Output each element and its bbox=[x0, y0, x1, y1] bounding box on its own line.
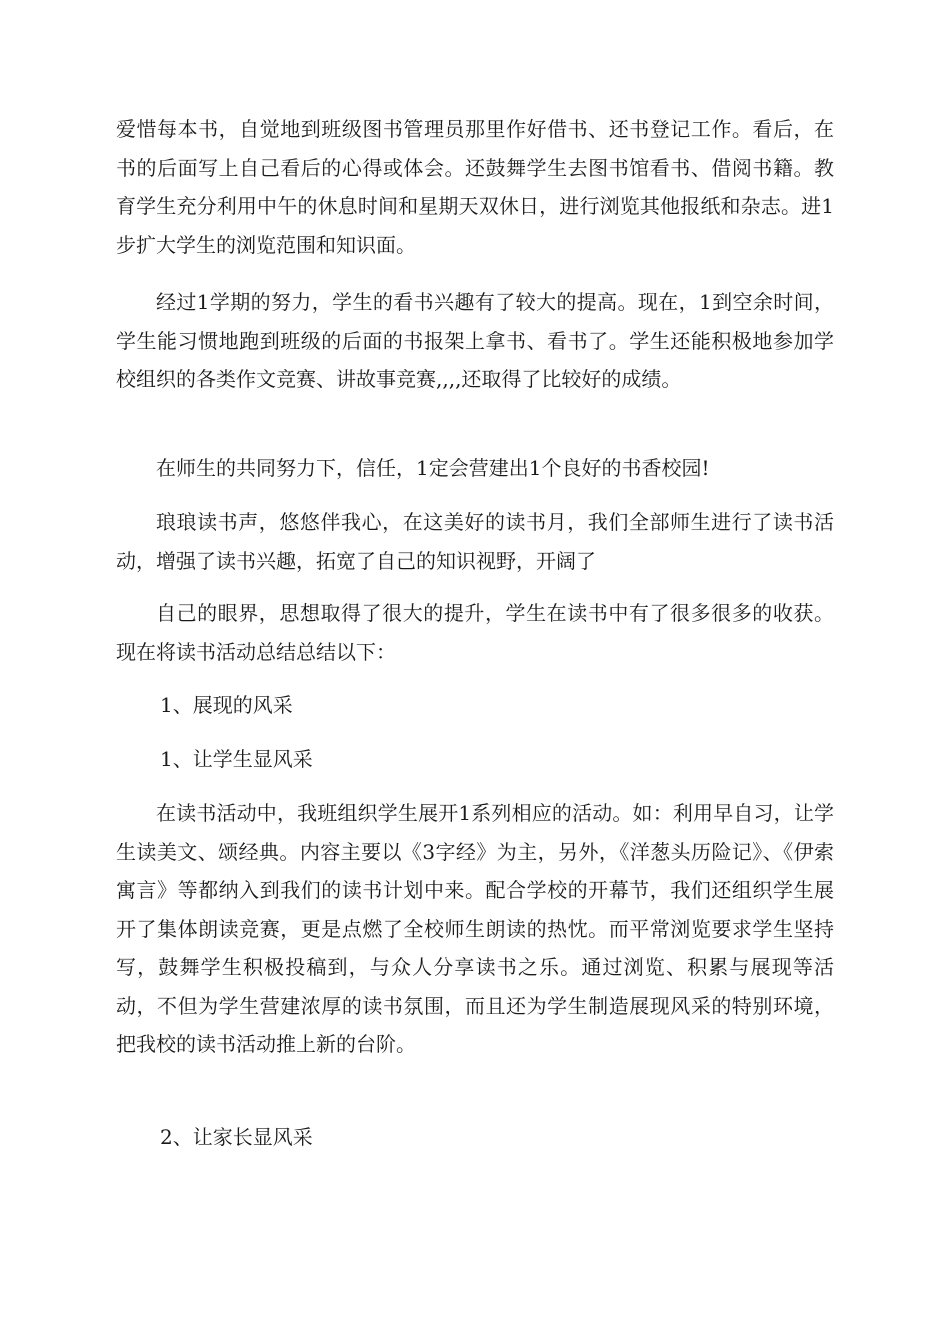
section-heading-showcase: 1、展现的风采 bbox=[160, 693, 293, 717]
paragraph-class-activities: 在读书活动中，我班组织学生展开1系列相应的活动。如：利用早自习，让学生读美文、颂经典。内容主要以《3字经》为主，另外，《洋葱头历险记》、《伊索寓言》等都纳入到我们的读书计划中来。配合学校的开幕节，我们还组织学生展开了集体朗读竞赛，更是点燃了全校师生朗读的热忱。而平常浏览要求学生坚持写，鼓舞学生积极投稿到，与众人分享读书之乐。通过浏览、积累与展现等活动，不但为学生营建浓厚的读书氛围，而且还为学生制造展现风采的特别环境，把我校的读书活动推上新的台阶。 bbox=[116, 801, 834, 1056]
paragraph-reading-interest: 经过1学期的努力，学生的看书兴趣有了较大的提高。现在，1到空余时间，学生能习惯地跑到班级的后面的书报架上拿书、看书了。学生还能积极地参加学校组织的各类作文竞赛、讲故事竞赛,,,,还取得了比较好的成绩。 bbox=[116, 290, 834, 391]
subheading-students-showcase: 1、让学生显风采 bbox=[160, 747, 313, 771]
paragraph-summary-intro: 自己的眼界，思想取得了很大的提升，学生在读书中有了很多很多的收获。现在将读书活动总结总结以下： bbox=[116, 601, 834, 664]
paragraph-borrowing-books: 爱惜每本书，自觉地到班级图书管理员那里作好借书、还书登记工作。看后，在书的后面写上自己看后的心得或体会。还鼓舞学生去图书馆看书、借阅书籍。教育学生充分利用中午的休息时间和星期天双休日，进行浏览其他报纸和杂志。进1步扩大学生的浏览范围和知识面。 bbox=[116, 117, 834, 257]
subheading-parents-showcase: 2、让家长显风采 bbox=[160, 1125, 313, 1149]
paragraph-book-campus: 在师生的共同努力下，信任，1定会营建出1个良好的书香校园! bbox=[156, 456, 710, 480]
paragraph-reading-month: 琅琅读书声，悠悠伴我心，在这美好的读书月，我们全部师生进行了读书活动，增强了读书兴趣，拓宽了自己的知识视野，开阔了 bbox=[116, 510, 834, 573]
